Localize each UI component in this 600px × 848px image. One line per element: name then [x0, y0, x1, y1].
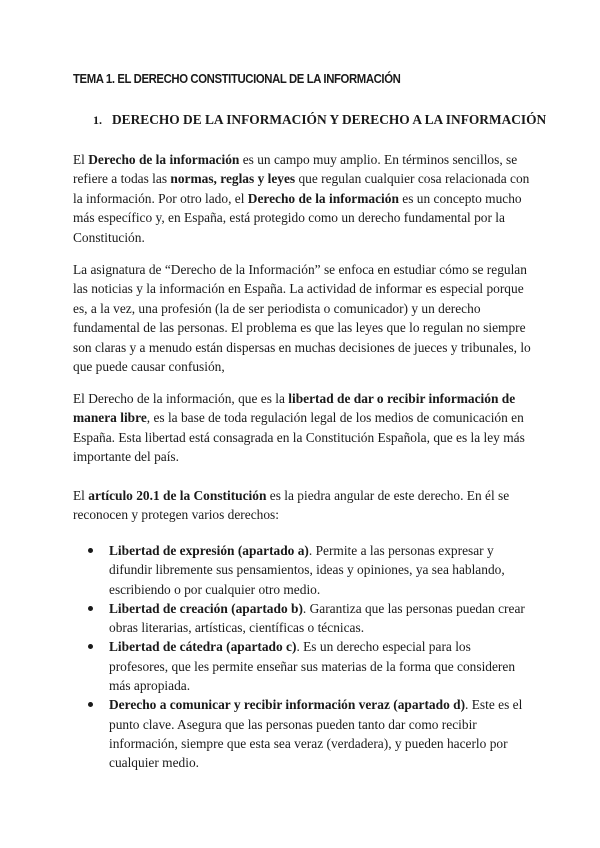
list-item-title: Libertad de expresión (apartado a) — [109, 543, 309, 558]
paragraph-text: es un campo muy amplio. En términos sencillos, se refiere a todas las — [73, 152, 518, 187]
list-item-text: . Es un derecho especial para los profesores, que les permite enseñar sus materias de la forma que consideren más apropiada. — [109, 639, 516, 694]
paragraph-text: El — [73, 152, 89, 167]
document-title: TEMA 1. EL DERECHO CONSTITUCIONAL DE LA INFORMACIÓN — [73, 71, 401, 86]
rights-list — [109, 541, 529, 773]
section-heading — [93, 112, 546, 128]
bold-term: Derecho de la información — [247, 190, 399, 206]
list-item — [109, 599, 529, 638]
paragraph-text: es la piedra angular de este derecho. En él se reconocen y protegen varios derechos: — [73, 488, 510, 523]
bullet-icon — [88, 606, 93, 611]
list-item-title: Libertad de creación (apartado b) — [109, 600, 303, 616]
section-heading-text: DERECHO DE LA INFORMACIÓN Y DERECHO A LA INFORMACIÓN — [112, 112, 547, 127]
bullet-icon — [88, 644, 93, 649]
bold-term: libertad de dar o recibir información de manera libre — [73, 391, 516, 426]
paragraph-article — [73, 486, 535, 525]
bold-term: Derecho de la información — [88, 152, 240, 167]
bullet-icon — [88, 702, 93, 707]
section-number: 1. — [93, 113, 102, 127]
paragraph-text: es un concepto mucho más específico y, en España, está protegido como un derecho fundamental por la Constitución. — [73, 190, 522, 245]
paragraph-text: El — [73, 488, 89, 503]
paragraph-subject: La asignatura de “Derecho de la Información” se enfoca en estudiar cómo se regulan las noticias y la información en España. La actividad de informar es especial porque es, a la vez, una profesión (la de ser periodista o comunicador) y un derecho fundamental de las personas. El problema es que las leyes que lo regulan no siempre son claras y a menudo están dispersas en muchas decisiones de jueces y tribunales, lo que puede causar confusión, — [73, 262, 531, 375]
paragraph-freedom — [73, 389, 535, 467]
paragraph-text: , es la base de toda regulación legal de los medios de comunicación en España. Esta libertad está consagrada en la Constitución Española, que es la ley más importante del país. — [73, 410, 525, 465]
list-item-title: Derecho a comunicar y recibir información veraz (apartado d) — [109, 697, 466, 713]
paragraph-text: El Derecho de la información, que es la — [73, 391, 289, 406]
list-item — [109, 695, 529, 772]
paragraph-text: que regulan cualquier cosa relacionada con la información. Por otro lado, el — [73, 171, 530, 206]
list-item-text: . Garantiza que las personas puedan crear obras literarias, artísticas, científicas o técnicas. — [109, 600, 525, 636]
list-item-text: . Este es el punto clave. Asegura que las personas pueden tanto dar como recibir información, siempre que esta sea veraz (verdadera), y pueden hacerlo por cualquier medio. — [109, 697, 523, 771]
paragraph-definition — [73, 150, 535, 247]
list-item — [109, 541, 529, 599]
list-item — [109, 637, 529, 695]
list-item-title: Libertad de cátedra (apartado c) — [109, 639, 297, 655]
list-item-text: . Permite a las personas expresar y difundir libremente sus pensamientos, ideas y opiniones, ya sea hablando, escribiendo o por cualquier otro medio. — [109, 543, 505, 597]
bold-term: normas, reglas y leyes — [170, 171, 296, 187]
bold-term: artículo 20.1 de la Constitución — [88, 488, 267, 503]
bullet-icon — [88, 548, 93, 553]
